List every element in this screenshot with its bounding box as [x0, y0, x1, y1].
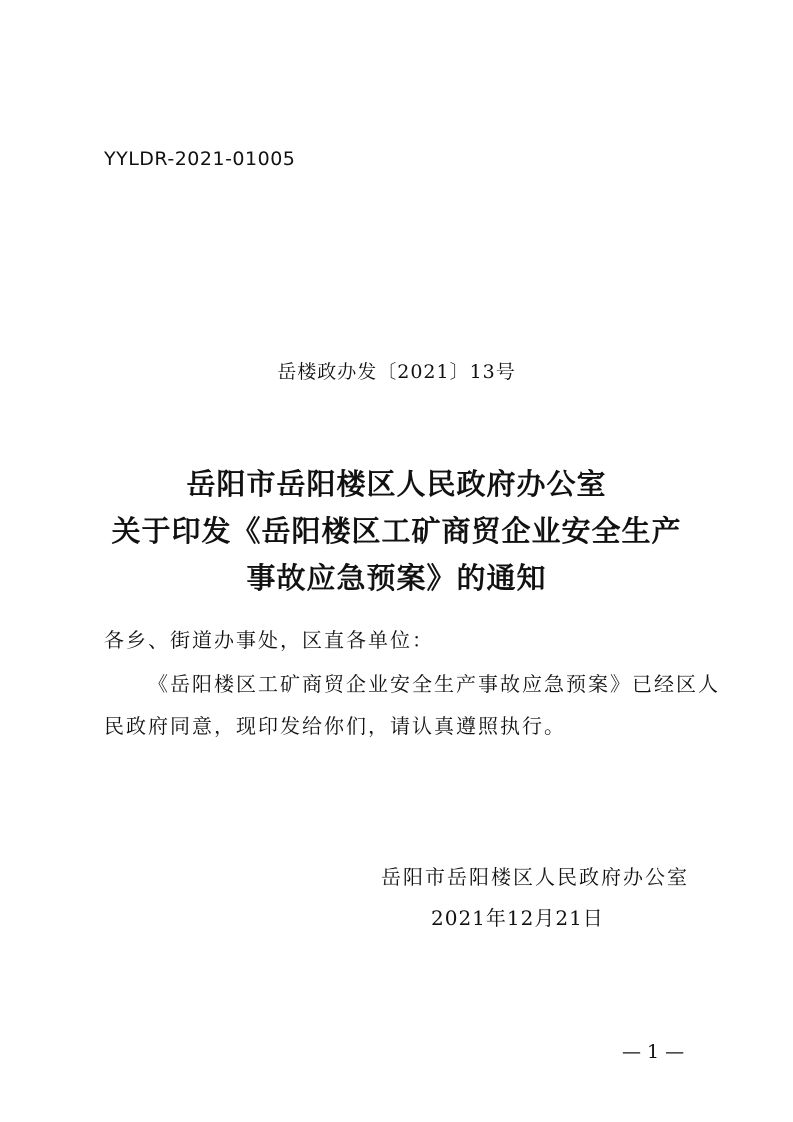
body-line-2: 民政府同意，现印发给你们，请认真遵照执行。: [104, 714, 566, 738]
document-title-line-1: 岳阳市岳阳楼区人民政府办公室: [186, 467, 607, 501]
document-title-line-3: 事故应急预案》的通知: [246, 561, 547, 595]
document-title-line-2: 关于印发《岳阳楼区工矿商贸企业安全生产: [111, 514, 682, 548]
document-number: 岳楼政办发〔2021〕13号: [277, 361, 516, 383]
body-line-1: 《岳阳楼区工矿商贸企业安全生产事故应急预案》已经区人: [148, 672, 720, 696]
page-number: —1—: [622, 1041, 691, 1063]
issuer-signature: 岳阳市岳阳楼区人民政府办公室: [381, 865, 689, 889]
salutation: 各乡、街道办事处，区直各单位：: [104, 628, 434, 652]
issue-date: 2021年12月21日: [431, 906, 604, 930]
document-code: YYLDR-2021-01005: [104, 148, 296, 170]
